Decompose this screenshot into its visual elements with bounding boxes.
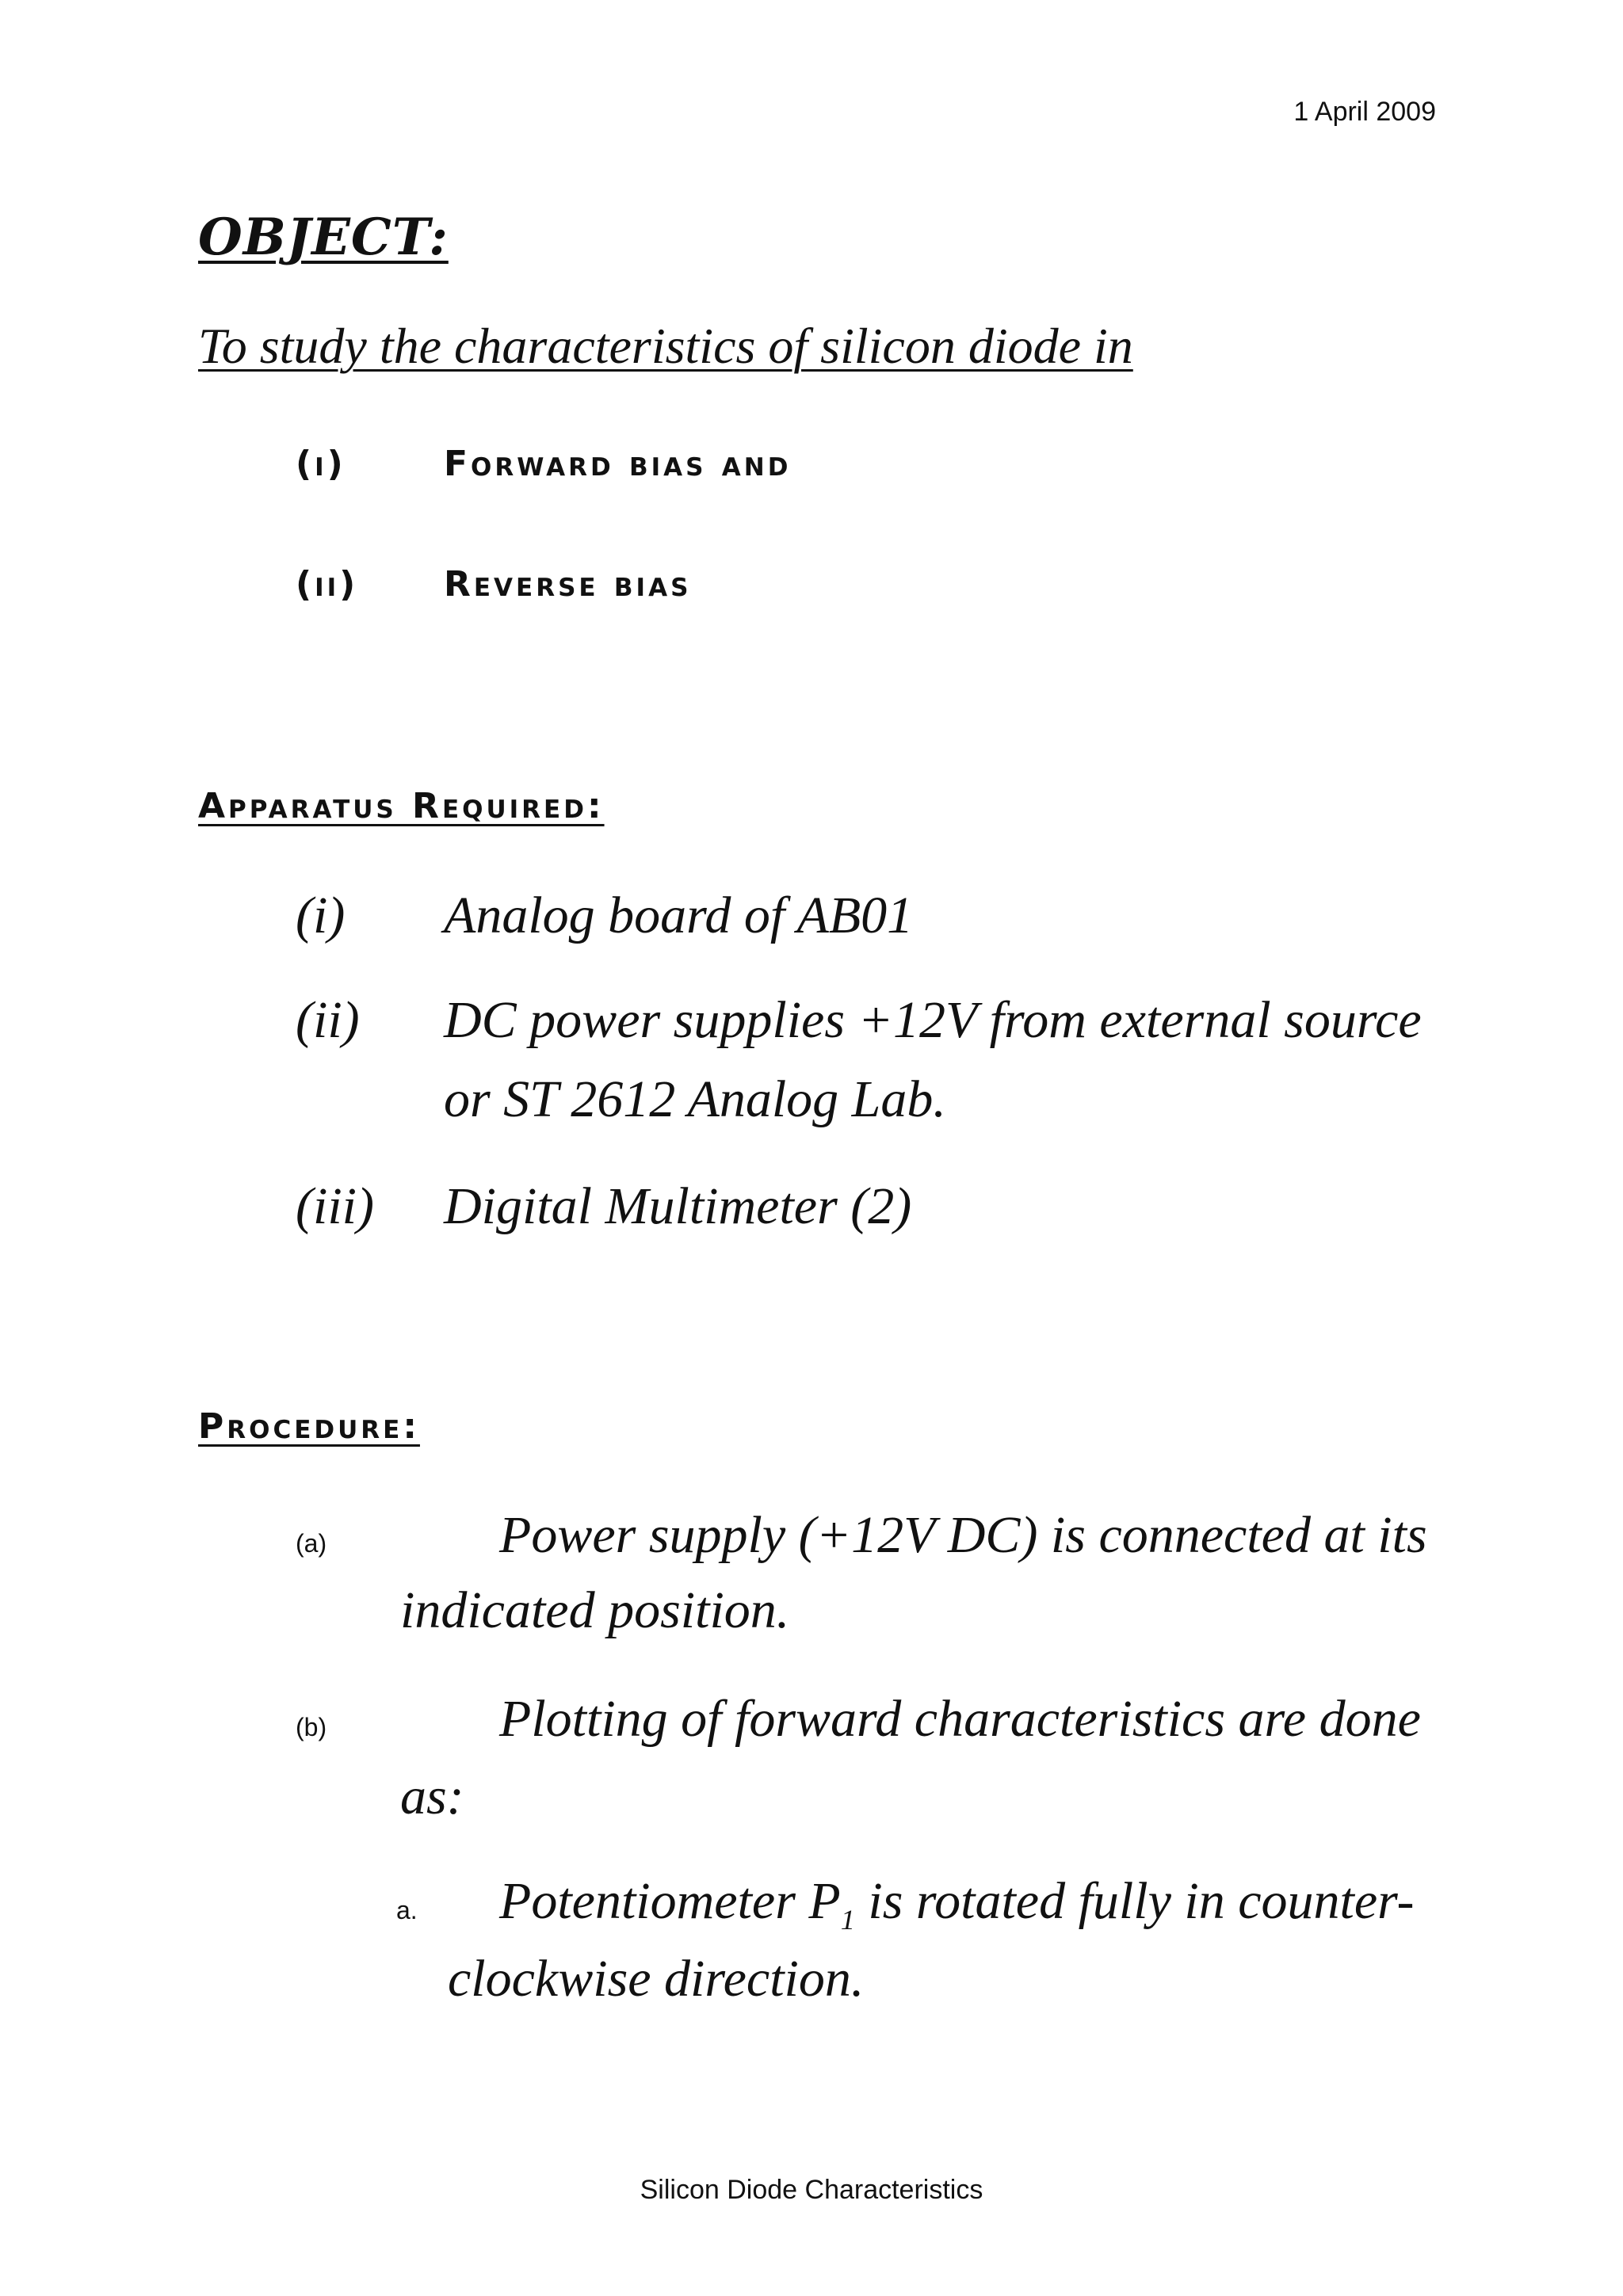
apparatus-item-text: Analog board of AB01 [444, 887, 914, 944]
bias-item-number: (i) [296, 444, 346, 484]
apparatus-item-text-continued: or ST 2612 Analog Lab. [444, 1070, 946, 1128]
procedure-subitem-text: Potentiometer $P_1$ is rotated fully in counter- [499, 1872, 1415, 1936]
procedure-item-text: Plotting of forward characteristics are done [499, 1690, 1421, 1748]
apparatus-item-number: (i) [296, 887, 346, 944]
apparatus-item-number: (iii) [296, 1177, 374, 1235]
procedure-subitem-text-continued: clockwise direction. [448, 1950, 865, 2008]
procedure-item-number: (a) [296, 1529, 327, 1558]
procedure-item-text-continued: indicated position. [400, 1581, 790, 1639]
apparatus-item-text: Digital Multimeter (2) [444, 1177, 912, 1235]
bias-item-label: Forward bias and [444, 444, 792, 484]
bias-item-number: (ii) [296, 564, 359, 605]
procedure-item-text-continued: as: [400, 1768, 464, 1825]
object-statement: To study the characteristics of silicon diode in [198, 318, 1133, 374]
page-footer: Silicon Diode Characteristics [640, 2175, 983, 2205]
procedure-item-text: Power supply (+12V DC) is connected at its [499, 1506, 1427, 1564]
procedure-subitem-number: a. [396, 1896, 418, 1924]
apparatus-item-text: DC power supplies +12V from external source [444, 991, 1422, 1049]
procedure-heading: Procedure: [198, 1406, 420, 1447]
bias-item-label: Reverse bias [444, 564, 692, 605]
procedure-item-number: (b) [296, 1713, 327, 1741]
page-date: 1 April 2009 [1293, 97, 1436, 127]
object-heading: OBJECT: [198, 208, 449, 267]
apparatus-heading: Apparatus Required: [198, 786, 605, 826]
apparatus-item-number: (ii) [296, 991, 360, 1049]
